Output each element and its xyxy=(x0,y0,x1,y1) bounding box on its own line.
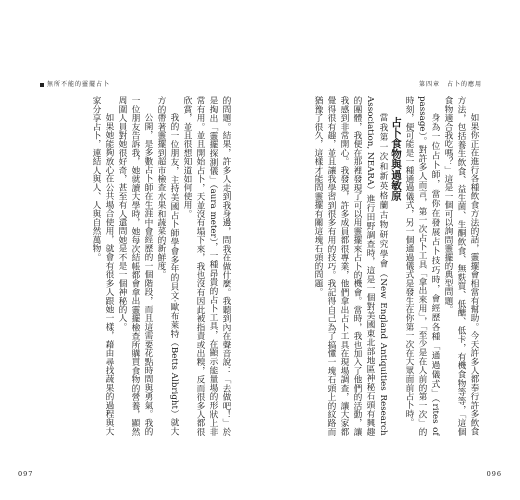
paragraph: 當我第一次和新英格蘭古物研究學會（New England Antiquities Research Association, NEARA）進行田野調查時，這是一個對美國東北部地區神秘石頭有興趣的團體，我便在那裡發現了可以用靈擺來占卜的機會。當時，我也加入了他們的活動，讓我感到非常開心。我發現，許多成員都很專業，他們拿出占卜工具在現場調查，讓大家都覺得很有趣，並且讓我學習到很多有用的技巧。我記得自己為了搞懂一塊石頭上的紋路而猶豫了很久，這樣才能問靈擺有關這塊石頭的問題。 xyxy=(313,96,388,436)
right-page xyxy=(260,0,520,500)
chapter-label-header: 第四章 xyxy=(418,81,440,88)
paragraph: 公開，是多數占卜師在生涯中會經歷的一個階段，而且這需要花點時間與勇氣。我的一位朋友告訴我，她就讀大學時，她每次結帳都會拿出靈擺檢查所購買食物的營養，顯然周圍人員對她很好奇，甚至有人還問她是不是一個神秘的人。 xyxy=(117,96,153,436)
header-mark-icon xyxy=(40,83,44,87)
paragraph: 如果她能夠放心在公共場合使用，就會有很多人跟她一樣，藉由尋找蔬果的過程與大家分享占卜，連結人與人、人與自然萬物。 xyxy=(91,96,114,436)
running-header-left xyxy=(40,79,110,88)
left-body-text xyxy=(40,96,232,436)
chapter-title-header: 占卜的應用 xyxy=(446,81,482,88)
book-title-header: 無所不能的靈擺占卜 xyxy=(47,81,111,88)
running-header-right xyxy=(419,79,482,88)
paragraph: 身為一位占卜師，當你在發展占卜技巧時，會經歷各種「通過儀式」（rites of passage）。對許多人而言，第一次占卜工具「拿出來用」，「至少是在人前的第一次」的時刻，便可能是一種通過儀式，另一個通過儀式是發生在你第一次在大眾面前占卜時。 xyxy=(404,96,440,436)
page-number-left: 097 xyxy=(18,470,34,478)
page-number-right: 096 xyxy=(486,470,502,478)
paragraph: 的問題。結果，許多人走到我身邊，問我在做什麼。我聽到內在聲音說：「去做吧！」於是掏出「靈擺探測儀」（aura meter），一種昂貴的占卜工具，在顯示能量場的形狀上非常有用。並且開始占卜，天並沒有塌下來，我也沒有因此被指責或出糗，反而很多人都很欣賞，並且很想知道如何使用。 xyxy=(182,96,231,436)
right-body-text xyxy=(282,96,480,436)
section-heading: 占卜食物與過敏原 xyxy=(390,117,402,201)
paragraph: 我的一位朋友，主持美國占卜師學會多年的貝文·歐布萊特（Betts Albright）就大方的帶著靈擺到超市檢查水果和蔬菜的新鮮度。 xyxy=(156,96,179,436)
paragraph: 如果你正在進行各種飲食方法的話，靈擺會相當有幫助。今天許多人都奉行許多飲食方法，包括養生飲食、益生菌、生酮飲食、無麩質、低醣、低卡，有機食物等等，「這個食物適合我吃嗎？」這是一個可以詢問靈擺的典型問題。 xyxy=(443,96,479,436)
